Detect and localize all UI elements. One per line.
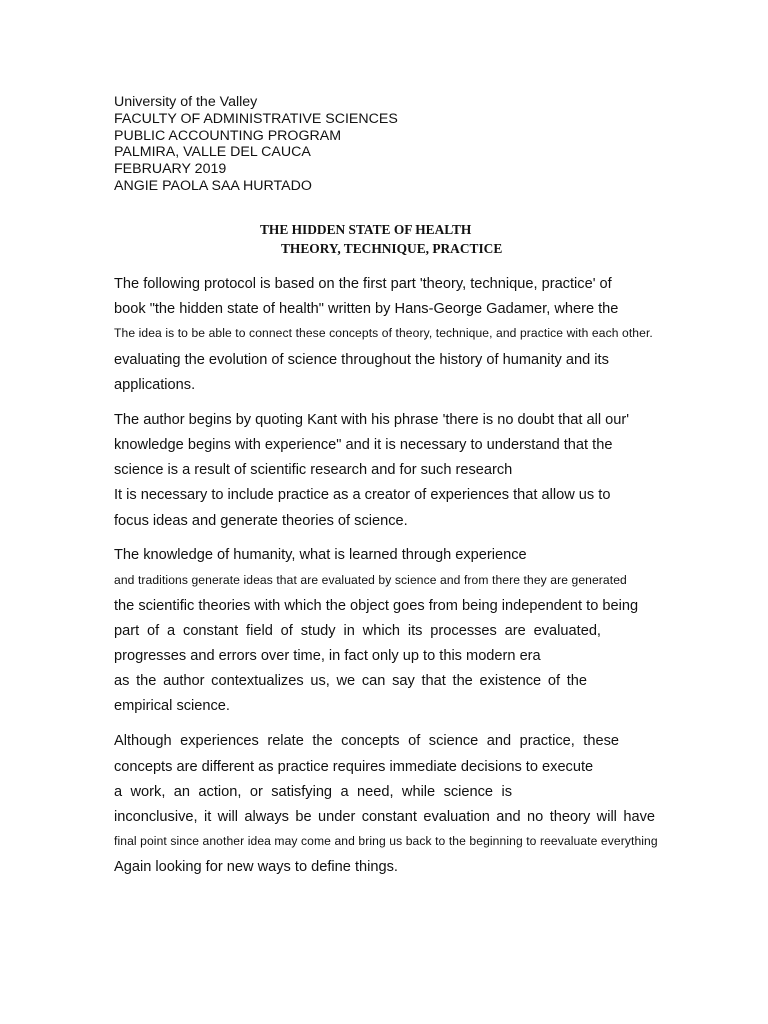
paragraph-4-line-6: Again looking for new ways to define things.: [114, 859, 398, 875]
title-line-1: THE HIDDEN STATE OF HEALTH: [260, 222, 472, 237]
title-line-2: THEORY, TECHNIQUE, PRACTICE: [281, 241, 503, 256]
paragraph-2-line-3: science is a result of scientific research and for such research: [114, 462, 513, 478]
paragraph-1-line-1: The following protocol is based on the first part 'theory, technique, practice' of: [114, 276, 612, 292]
paragraph-2-line-5: focus ideas and generate theories of science.: [114, 513, 408, 529]
paragraph-1-line-2: book "the hidden state of health" written by Hans-George Gadamer, where the: [114, 301, 619, 317]
document-header: [114, 94, 674, 195]
header-author: ANGIE PAOLA SAA HURTADO: [114, 177, 312, 194]
header-date: FEBRUARY 2019: [114, 161, 227, 178]
paragraph-3-line-4: part of a constant field of study in which its processes are evaluated,: [114, 623, 601, 639]
header-faculty: FACULTY OF ADMINISTRATIVE SCIENCES: [114, 110, 398, 127]
paragraph-2-line-4: It is necessary to include practice as a creator of experiences that allow us to: [114, 487, 611, 503]
paragraph-4-line-5: final point since another idea may come and bring us back to the beginning to reevaluate everything: [114, 834, 658, 848]
paragraph-2-line-1: The author begins by quoting Kant with his phrase 'there is no doubt that all our': [114, 412, 630, 428]
paragraph-4-line-1: Although experiences relate the concepts of science and practice, these: [114, 733, 619, 749]
header-university: University of the Valley: [114, 94, 258, 110]
paragraph-3-line-2: and traditions generate ideas that are evaluated by science and from there they are generated: [114, 573, 627, 587]
paragraph-3-line-5: progresses and errors over time, in fact only up to this modern era: [114, 648, 541, 664]
header-program: PUBLIC ACCOUNTING PROGRAM: [114, 127, 342, 144]
paragraph-3-line-7: empirical science.: [114, 698, 230, 714]
paragraph-1-line-3: The idea is to be able to connect these concepts of theory, technique, and practice with each other.: [114, 326, 653, 340]
paragraph-3-line-6: as the author contextualizes us, we can say that the existence of the: [114, 673, 587, 689]
paragraph-4-line-4: inconclusive, it will always be under constant evaluation and no theory will have: [114, 809, 655, 825]
header-location: PALMIRA, VALLE DEL CAUCA: [114, 144, 311, 161]
paragraph-2-line-2: knowledge begins with experience" and it is necessary to understand that the: [114, 437, 613, 453]
paragraph-3-line-1: The knowledge of humanity, what is learned through experience: [114, 547, 527, 563]
paragraph-4-line-2: concepts are different as practice requires immediate decisions to execute: [114, 759, 594, 775]
paragraph-1-line-5: applications.: [114, 377, 196, 393]
paragraph-4-line-3: a work, an action, or satisfying a need, while science is: [114, 784, 512, 800]
paragraph-3-line-3: the scientific theories with which the object goes from being independent to being: [114, 598, 639, 614]
paragraph-1-line-4: evaluating the evolution of science throughout the history of humanity and its: [114, 352, 609, 368]
